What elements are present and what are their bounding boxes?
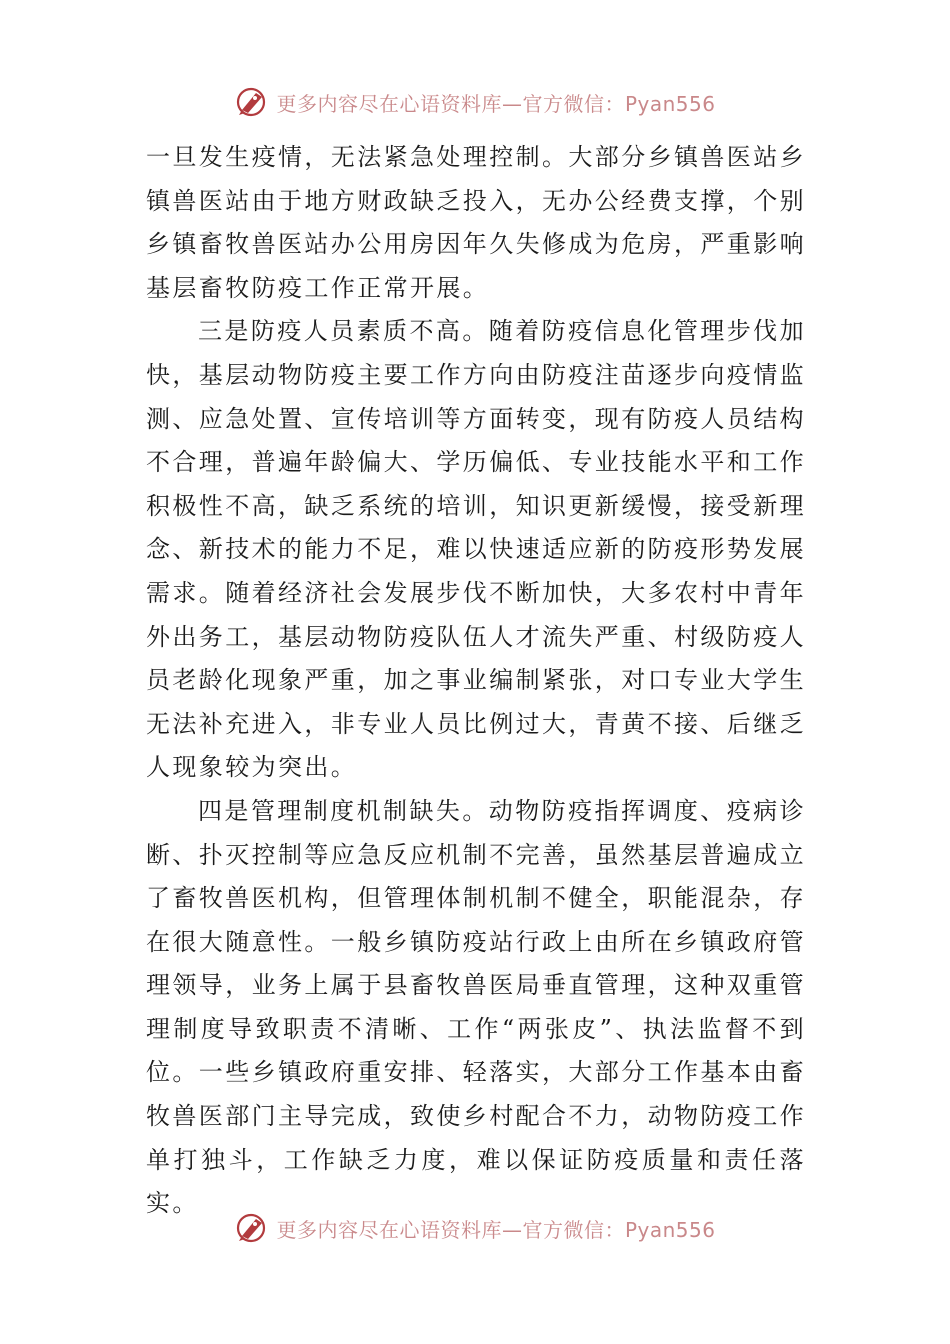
paragraph-1: 一旦发生疫情，无法紧急处理控制。大部分乡镇兽医站乡镇兽医站由于地方财政缺乏投入，无办公经费支撑，个别乡镇畜牧兽医站办公用房因年久失修成为危房，严重影响基层畜牧防疫工作正常开展。 <box>146 143 806 302</box>
pen-nib-logo-icon <box>234 84 270 120</box>
paragraph-3: 四是管理制度机制缺失。动物防疫指挥调度、疫病诊断、扑灭控制等应急反应机制不完善，虽然基层普遍成立了畜牧兽医机构，但管理体制机制不健全，职能混杂，存在很大随意性。一般乡镇防疫站行政上由所在乡镇政府管理领导，业务上属于县畜牧兽医局垂直管理，这种双重管理制度导致职责不清晰、工作“两张皮”、执法监督不到位。一些乡镇政府重安排、轻落实，大部分工作基本由畜牧兽医部门主导完成，致使乡村配合不力，动物防疫工作单打独斗，工作缺乏力度，难以保证防疫质量和责任落实。 <box>146 796 806 1218</box>
pen-nib-logo-icon <box>234 1210 270 1246</box>
footer-banner <box>0 1206 950 1250</box>
paragraph-2: 三是防疫人员素质不高。随着防疫信息化管理步伐加快，基层动物防疫主要工作方向由防疫注苗逐步向疫情监测、应急处置、宣传培训等方面转变，现有防疫人员结构不合理，普遍年龄偏大、学历偏低、专业技能水平和工作积极性不高，缺乏系统的培训，知识更新缓慢，接受新理念、新技术的能力不足，难以快速适应新的防疫形势发展需求。随着经济社会发展步伐不断加快，大多农村中青年外出务工，基层动物防疫队伍人才流失严重、村级防疫人员老龄化现象严重，加之事业编制紧张，对口专业大学生无法补充进入，非专业人员比例过大，青黄不接、后继乏人现象较为突出。 <box>146 317 806 782</box>
document-body <box>146 136 806 1226</box>
footer-banner-text: 更多内容尽在心语资料库—官方微信：Pyan556 <box>276 1217 716 1242</box>
header-banner <box>0 80 950 124</box>
header-banner-text: 更多内容尽在心语资料库—官方微信：Pyan556 <box>276 91 716 116</box>
